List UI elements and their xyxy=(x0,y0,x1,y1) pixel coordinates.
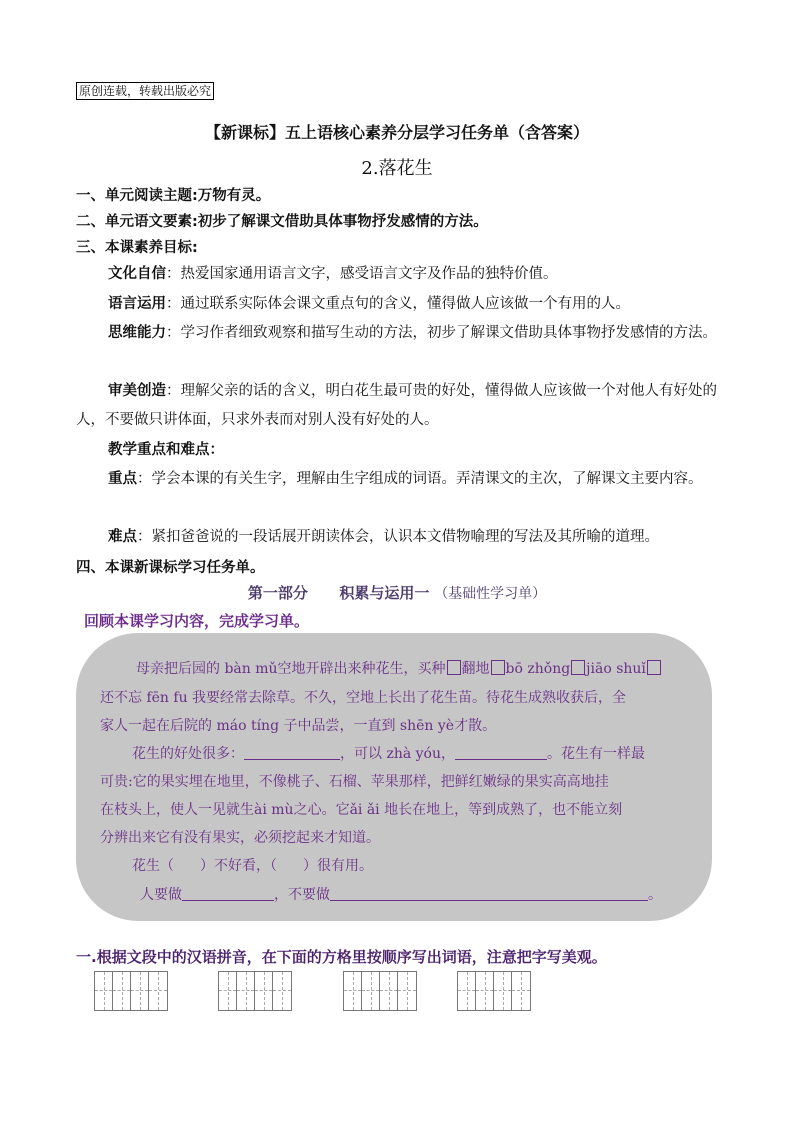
goal-aesthetic-lead: 审美创造 xyxy=(108,383,166,399)
passage-line-7: 分辨出来它有没有果实，必须挖起来才知道。 xyxy=(100,830,380,846)
grid-cell[interactable] xyxy=(476,972,494,1010)
passage-line-8-c: ）很有用。 xyxy=(303,858,373,874)
difficult-point-lead: 难点 xyxy=(108,529,137,545)
goal-thinking-lead: 思维能力 xyxy=(108,325,166,341)
person-blank-2[interactable] xyxy=(330,900,648,901)
goal-thinking xyxy=(76,319,718,348)
grid-cell[interactable] xyxy=(362,972,380,1010)
writing-grid-3[interactable] xyxy=(343,971,417,1011)
grid-cell[interactable] xyxy=(398,972,416,1010)
part-label: 第一部分 xyxy=(247,584,308,602)
question-1: 一.根据文段中的汉语拼音，在下面的方格里按顺序写出词语，注意把字写美观。 xyxy=(76,948,607,966)
part-heading xyxy=(0,582,794,603)
passage-line-5: 可贵:它的果实埋在地里，不像桃子、石榴、苹果那样，把鲜红嫩绿的果实高高地挂 xyxy=(100,774,609,790)
goal-language xyxy=(76,290,718,319)
passage-line-1-c: bō zhǒng xyxy=(505,661,571,677)
passage-line-9 xyxy=(140,881,740,909)
key-point-lead: 重点 xyxy=(108,471,137,487)
key-point xyxy=(76,465,718,494)
grid-cell[interactable] xyxy=(113,972,131,1010)
passage-line-2: 还不忘 fēn fu 我要经常去除草。不久，空地上长出了花生苗。待花生成熟收获后，全 xyxy=(100,690,627,706)
passage-line-1-b: 翻地 xyxy=(461,661,490,677)
passage-line-1 xyxy=(106,655,706,683)
review-instruction: 回顾本课学习内容，完成学习单。 xyxy=(84,612,310,630)
grid-cell[interactable] xyxy=(512,972,530,1010)
passage-line-4 xyxy=(132,740,732,768)
key-points-heading xyxy=(76,436,718,465)
writing-grid-4[interactable] xyxy=(457,971,531,1011)
passage-line-4-b: ，可以 zhà yóu， xyxy=(340,746,455,762)
grid-cell[interactable] xyxy=(95,972,113,1010)
passage-line-1-d: jiāo shuǐ xyxy=(586,661,646,677)
difficult-point-text: ：紧扣爸爸说的一段话展开朗读体会，认识本文借物喻理的写法及其所喻的道理。 xyxy=(137,529,659,545)
benefit-blank-2[interactable] xyxy=(455,759,547,760)
passage-line-8-b: ）不好看，（ xyxy=(200,858,277,874)
grid-cell[interactable] xyxy=(273,972,291,1010)
part-sub: （基础性学习单） xyxy=(434,586,547,602)
passage-line-3: 家人一起在后院的 máo tíng 子中品尝，一直到 shēn yè才散。 xyxy=(100,718,497,734)
passage-line-9-b: ，不要做 xyxy=(274,887,330,903)
writing-grid-2[interactable] xyxy=(218,971,292,1011)
answer-box-2[interactable] xyxy=(491,660,505,675)
section-4: 四、本课新课标学习任务单。 xyxy=(76,560,265,576)
section-3: 三、本课素养目标: xyxy=(76,240,198,256)
grid-cell[interactable] xyxy=(237,972,255,1010)
answer-box-1[interactable] xyxy=(447,660,461,675)
goal-culture-lead: 文化自信 xyxy=(108,266,166,282)
grid-cell[interactable] xyxy=(149,972,167,1010)
copyright-stamp: 原创连载，转载出版必究 xyxy=(76,82,214,100)
goal-culture-text: ：热爱国家通用语言文字，感受语言文字及作品的独特价值。 xyxy=(166,266,558,282)
passage-line-4-a: 花生的好处很多： xyxy=(132,746,244,762)
passage-line-4-c: 。花生有一样最 xyxy=(547,746,645,762)
section-2: 二、单元语文要素:初步了解课文借助具体事物抒发感情的方法。 xyxy=(76,214,488,230)
answer-box-4[interactable] xyxy=(647,660,661,675)
writing-grid-1[interactable] xyxy=(94,971,168,1011)
goal-language-text: ：通过联系实际体会课文重点句的含义，懂得做人应该做一个有用的人。 xyxy=(166,296,630,312)
answer-box-3[interactable] xyxy=(571,660,585,675)
passage-line-9-a: 人要做 xyxy=(140,887,182,903)
difficult-point xyxy=(76,523,718,552)
lesson-title: 2.落花生 xyxy=(361,158,433,179)
key-heading-text: 教学重点和难点： xyxy=(108,442,224,458)
passage-line-1-a: 母亲把后园的 bàn mǔ空地开辟出来种花生，买种 xyxy=(136,661,446,677)
grid-cell[interactable] xyxy=(255,972,273,1010)
goal-aesthetic xyxy=(76,377,718,435)
grid-cell[interactable] xyxy=(458,972,476,1010)
grid-cell[interactable] xyxy=(131,972,149,1010)
grid-cell[interactable] xyxy=(219,972,237,1010)
goal-aesthetic-text: ：理解父亲的话的含义，明白花生最可贵的好处，懂得做人应该做一个对他人有好处的人，不要做只讲体面，只求外表而对别人没有好处的人。 xyxy=(76,383,717,428)
passage-line-6: 在枝头上，使人一见就生ài mù之心。它ǎi ǎi 地长在地上，等到成熟了，也不能立刻 xyxy=(100,802,623,818)
page-title: 【新课标】五上语核心素养分层学习任务单（含答案） xyxy=(204,123,589,142)
passage-line-8 xyxy=(132,852,732,880)
passage-line-8-a: 花生（ xyxy=(132,858,174,874)
benefit-blank-1[interactable] xyxy=(244,759,340,760)
part-name: 积累与运用一 xyxy=(339,584,430,602)
section-1: 一、单元阅读主题:万物有灵。 xyxy=(76,188,271,204)
grid-cell[interactable] xyxy=(380,972,398,1010)
grid-cell[interactable] xyxy=(494,972,512,1010)
person-blank-1[interactable] xyxy=(182,900,274,901)
passage-line-9-c: 。 xyxy=(648,887,662,903)
goal-thinking-text: ：学习作者细致观察和描写生动的方法，初步了解课文借助具体事物抒发感情的方法。 xyxy=(166,325,717,341)
key-point-text: ：学会本课的有关生字，理解由生字组成的词语。弄清课文的主次，了解课文主要内容。 xyxy=(137,471,703,487)
goal-language-lead: 语言运用 xyxy=(108,296,166,312)
goal-culture xyxy=(76,260,718,289)
grid-cell[interactable] xyxy=(344,972,362,1010)
